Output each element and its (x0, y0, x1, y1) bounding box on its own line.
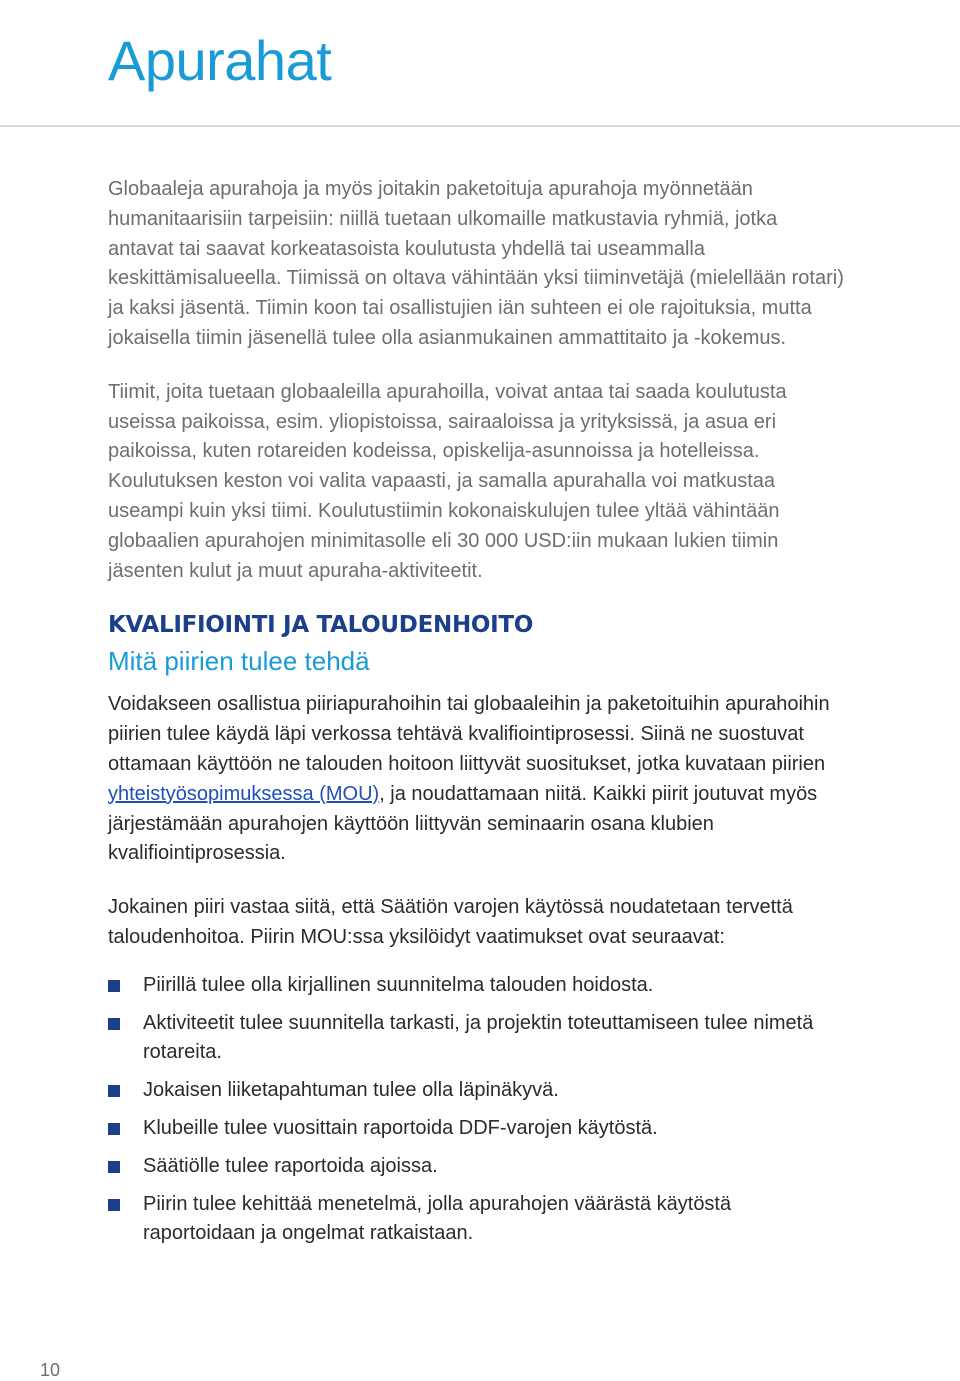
square-bullet-icon (108, 1199, 120, 1211)
list-item-text: Aktiviteetit tulee suunnitella tarkasti, ja projektin toteuttamiseen tulee nimetä rotareita. (143, 1011, 814, 1064)
section-subheading: Mitä piirien tulee tehdä (108, 646, 370, 677)
qualification-text-before: Voidakseen osallistua piiriapurahoihin tai globaaleihin ja paketoituihin apurahoihin piirien tulee käydä läpi verkossa tehtävä kvalifiointiprosessi. Siinä ne suostuvat ottamaan käyttöön ne talouden hoitoon liittyvät suositukset, jotka kuvataan piirien (108, 693, 830, 775)
stewardship-paragraph: Jokainen piiri vastaa siitä, että Säätiön varojen käytössä noudatetaan tervettä taloudenhoitoa. Piirin MOU:ssa yksilöidyt vaatimukset ovat seuraavat: (108, 896, 793, 948)
list-item (108, 1152, 848, 1182)
page-title: Apurahat (108, 29, 332, 92)
list-item-text: Säätiölle tulee raportoida ajoissa. (143, 1154, 438, 1177)
square-bullet-icon (108, 980, 120, 992)
square-bullet-icon (108, 1123, 120, 1135)
mou-link[interactable]: yhteistyösopimuksessa (MOU) (108, 782, 380, 805)
list-item-text: Piirin tulee kehittää menetelmä, jolla apurahojen väärästä käytöstä raportoidaan ja ongelmat ratkaistaan. (143, 1192, 732, 1245)
list-item-text: Piirillä tulee olla kirjallinen suunnitelma talouden hoidosta. (143, 973, 654, 996)
page-number: 10 (40, 1360, 61, 1380)
requirements-list (108, 971, 848, 1249)
qualification-text-after: , ja noudattamaan niitä. Kaikki piirit joutuvat myös järjestämään apurahojen käyttöön liittyvän seminaarin osana klubien kvalifiointiprosessia. (108, 782, 818, 865)
square-bullet-icon (108, 1085, 120, 1097)
list-item (108, 1114, 848, 1144)
list-item (108, 971, 848, 1001)
square-bullet-icon (108, 1161, 120, 1173)
list-item (108, 1009, 848, 1069)
list-item-text: Jokaisen liiketapahtuman tulee olla läpinäkyvä. (143, 1079, 559, 1102)
list-item-text: Klubeille tulee vuosittain raportoida DDF-varojen käytöstä. (143, 1116, 658, 1139)
page-content (108, 175, 848, 1257)
square-bullet-icon (108, 1018, 120, 1030)
title-divider (0, 125, 960, 127)
list-item (108, 1076, 848, 1106)
teams-paragraph: Tiimit, joita tuetaan globaaleilla apurahoilla, voivat antaa tai saada koulutusta useissa paikoissa, esim. yliopistoissa, sairaaloissa ja yrityksissä, ja asua eri paikoissa, kuten rotareiden kodeissa, opiskelija-asunnoissa ja hotelleissa. Koulutuksen keston voi valita vapaasti, ja samalla apurahalla voi matkustaa useampi kuin yksi tiimi. Koulutustiimin kokonaiskulujen tulee yltää vähintään globaalien apurahojen minimitasolle eli 30 000 USD:iin mukaan lukien tiimin jäsenten kulut ja muut apuraha-aktiviteetit. (108, 380, 787, 582)
qualification-paragraph (108, 690, 848, 869)
intro-paragraph: Globaaleja apurahoja ja myös joitakin paketoituja apurahoja myönnetään humanitaarisiin tarpeisiin: niillä tuetaan ulkomaille matkustavia ryhmiä, jotka antavat tai saavat korkeatasoista koulutusta yhdellä tai useammalla keskittämisalueella. Tiimissä on oltava vähintään yksi tiiminvetäjä (mielellään rotari) ja kaksi jäsentä. Tiimin koon tai osallistujien iän suhteen ei ole rajoituksia, mutta jokaisella tiimin jäsenellä tulee olla asianmukainen ammattitaito ja -kokemus. (108, 178, 844, 349)
section-heading: KVALIFIOINTI JA TALOUDENHOITO (108, 612, 534, 639)
list-item (108, 1190, 848, 1250)
